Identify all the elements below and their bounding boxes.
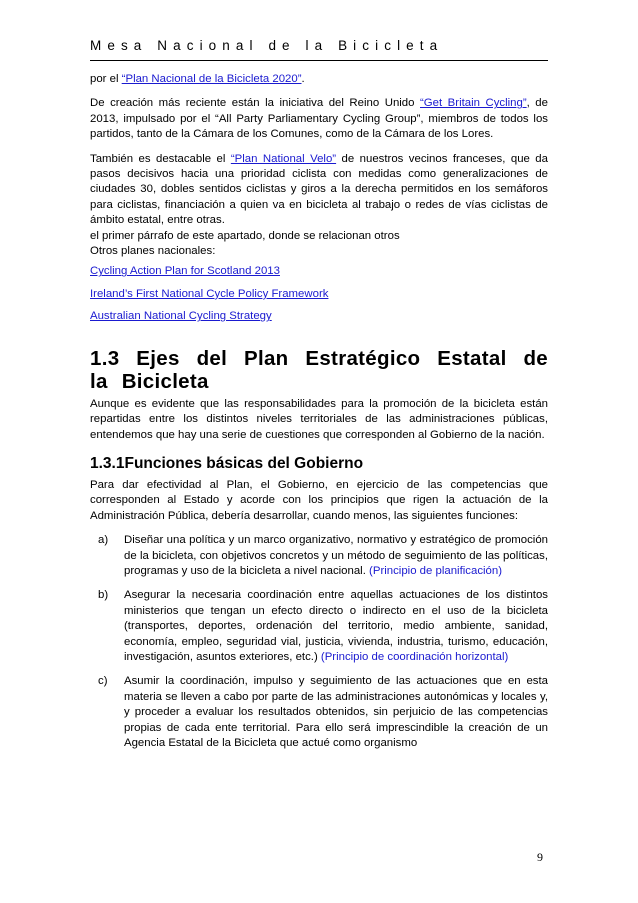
plan-link[interactable]: Cycling Action Plan for Scotland 2013 <box>90 265 280 278</box>
running-header: Mesa Nacional de la Bicicleta <box>90 38 444 53</box>
principle-label: (Principio de coordinación horizontal) <box>320 650 509 663</box>
page-content <box>90 70 548 751</box>
text: por el <box>90 73 122 85</box>
section-intro: Aunque es evidente que las responsabilidades para la promoción de la bicicleta están repartidas entre los distintos niveles territoriales de las administraciones públicas, entendemos que hay una serie de cuestiones que corresponden al Gobierno de la nación. <box>90 397 548 441</box>
other-plans-label: Otros planes nacionales: <box>90 245 216 258</box>
subsection-heading: 1.3.1Funciones básicas del Gobierno <box>90 454 364 472</box>
section-heading: 1.3 Ejes del Plan Estratégico Estatal de la Bicicleta <box>90 346 548 393</box>
list-marker: b) <box>98 589 109 602</box>
principle-label: (Principio de planificación) <box>369 564 503 577</box>
page-number: 9 <box>537 850 543 864</box>
list-item-text <box>124 588 548 665</box>
paragraph <box>90 96 548 142</box>
plan-link[interactable]: Ireland’s First National Cycle Policy Framework <box>90 287 329 300</box>
plan-link[interactable]: “Plan National Velo” <box>230 152 337 165</box>
plan-link-item <box>90 264 548 279</box>
functions-list <box>90 533 548 751</box>
paragraph <box>90 152 548 229</box>
paragraph <box>90 72 548 87</box>
text: Diseñar una política y un marco organizativo, normativo y estratégico de promoción de la bicicleta, con objetivos concretos y un método de seguimiento de las políticas, programas y uso de la bicicleta a nivel nacional. <box>124 534 548 577</box>
fragment-line: el primer párrafo de este apartado, donde se relacionan otros <box>90 229 400 242</box>
list-item <box>90 588 548 665</box>
list-marker: c) <box>98 675 108 688</box>
text: Asumir la coordinación, impulso y seguimiento de las actuaciones que en esta materia se lleven a cabo por parte de las administraciones autonómicas y locales y, y proceder a evaluar los resultados obtenidos, sin perjuicio de las competencias propias de cada ente territorial. Para ello será imprescindible la creación de un Agencia Estatal de la Bicicleta que actué como organismo <box>124 675 548 749</box>
header-rule <box>90 60 548 61</box>
list-item <box>90 674 548 751</box>
subsection-intro: Para dar efectividad al Plan, el Gobierno, en ejercicio de las competencias que corresponden al Estado y acorde con los principios que rigen la actuación de la Administración Pública, debería desarrollar, cuando menos, las siguientes funciones: <box>90 478 548 522</box>
plan-link[interactable]: “Get Britain Cycling” <box>420 97 527 110</box>
list-item-text <box>124 533 548 579</box>
text: . <box>301 73 305 85</box>
list-marker: a) <box>98 534 109 547</box>
plan-link-item <box>90 309 548 324</box>
text: También es destacable el <box>90 152 231 165</box>
plan-link-item <box>90 287 548 302</box>
text: Asegurar la necesaria coordinación entre aquellas actuaciones de los distintos ministerios que tengan un efecto directo o indirecto en el uso de la bicicleta (transportes, deportes, ordenación del territorio, medio ambiente, sanidad, economía, empleo, seguridad vial, justicia, vivienda, industria, turismo, educación, investigación, asuntos exteriores, etc.) <box>124 589 548 663</box>
text: de nuestros vecinos franceses, que da pasos decisivos hacia una prioridad ciclista con medidas como generalizaciones de ciudades 30, dobles sentidos ciclistas y giros a la derecha permitidos en los semáforos para ciclistas, financiación a quien va en bicicleta al trabajo o redes de vías ciclistas de ámbito estatal, entre otras. <box>90 152 548 227</box>
list-item <box>90 533 548 579</box>
text: , de 2013, impulsado por el “All Party Parliamentary Cycling Group”, miembros de todos los partidos, tanto de la Cámara de los Comunes, como de la Cámara de los Lores. <box>90 97 548 141</box>
list-item-text <box>124 674 548 751</box>
plan-link[interactable]: “Plan Nacional de la Bicicleta 2020” <box>121 73 302 85</box>
plan-link[interactable]: Australian National Cycling Strategy <box>90 310 272 323</box>
text: De creación más reciente están la iniciativa del Reino Unido <box>90 97 420 110</box>
